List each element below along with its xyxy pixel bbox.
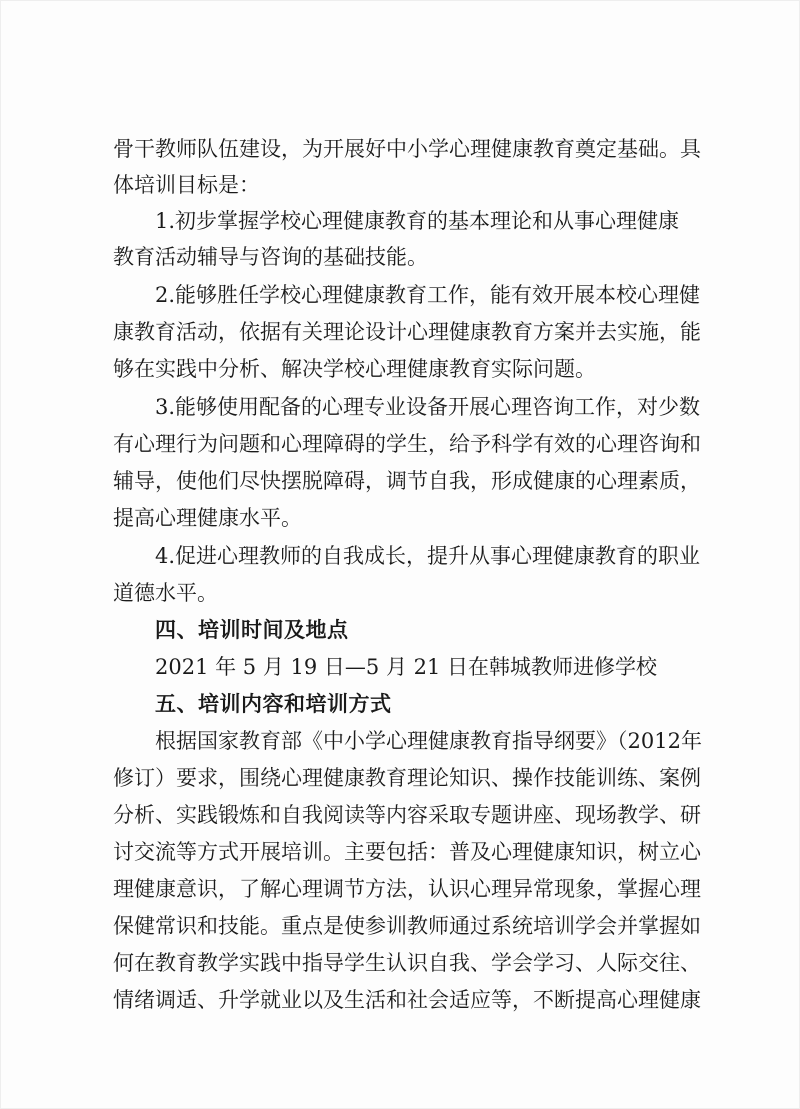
text-line: 根据国家教育部《中小学心理健康教育指导纲要》（2012年 <box>155 729 702 753</box>
text-line: 道德水平。 <box>113 581 218 605</box>
training-date-line: 2021 年 5 月 19 日—5 月 21 日在韩城教师进修学校 <box>155 655 658 679</box>
text-line: 分析、实践锻炼和自我阅读等内容采取专题讲座、现场教学、研 <box>113 803 701 827</box>
section-heading-4: 四、培训时间及地点 <box>155 618 349 642</box>
list-item-1: 1.初步掌握学校心理健康教育的基本理论和从事心理健康 <box>155 209 680 233</box>
text-line: 教育活动辅导与咨询的基础技能。 <box>113 245 428 269</box>
text-line: 辅导，使他们尽快摆脱障碍，调节自我，形成健康的心理素质， <box>113 469 701 493</box>
text-line: 体培训目标是： <box>113 173 260 197</box>
text-line: 何在教育教学实践中指导学生认识自我、学会学习、人际交往、 <box>113 951 701 975</box>
list-item-3: 3.能够使用配备的心理专业设备开展心理咨询工作，对少数 <box>155 395 701 419</box>
text-line: 理健康意识，了解心理调节方法，认识心理异常现象，掌握心理 <box>113 877 701 901</box>
text-line: 骨干教师队伍建设，为开展好中小学心理健康教育奠定基础。具 <box>113 137 701 161</box>
text-line: 提高心理健康水平。 <box>113 506 302 530</box>
text-line: 修订）要求，围绕心理健康教育理论知识、操作技能训练、案例 <box>113 766 701 790</box>
text-line: 情绪调适、升学就业以及生活和社会适应等，不断提高心理健康 <box>113 988 701 1012</box>
text-line: 有心理行为问题和心理障碍的学生，给予科学有效的心理咨询和 <box>113 432 701 456</box>
section-heading-5: 五、培训内容和培训方式 <box>155 692 392 716</box>
list-item-2: 2.能够胜任学校心理健康教育工作，能有效开展本校心理健 <box>155 283 701 307</box>
text-line: 讨交流等方式开展培训。主要包括：普及心理健康知识，树立心 <box>113 840 701 864</box>
text-line: 保健常识和技能。重点是使参训教师通过系统培训学会并掌握如 <box>113 914 701 938</box>
list-item-4: 4.促进心理教师的自我成长，提升从事心理健康教育的职业 <box>155 544 701 568</box>
text-line: 够在实践中分析、解决学校心理健康教育实际问题。 <box>113 357 596 381</box>
text-line: 康教育活动，依据有关理论设计心理健康教育方案并去实施，能 <box>113 320 701 344</box>
